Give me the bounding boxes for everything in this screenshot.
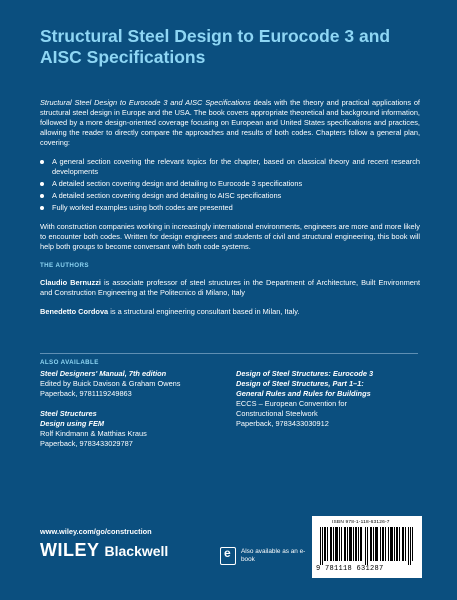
related-book [40,369,220,399]
logo-wiley-text: WILEY [40,540,100,560]
author-2-bio: is a structural engineering consultant based in Milan, Italy. [108,307,300,316]
related-book-subtitle: General Rules and Rules for Buildings [236,389,371,398]
related-book-title-part: Design of Steel Structures, Part 1–1: [236,379,364,388]
list-item: A detailed section covering design and detailing to Eurocode 3 specifications [40,179,420,189]
logo-blackwell-text: Blackwell [104,543,169,559]
list-item: Fully worked examples using both codes are presented [40,203,420,213]
related-book-isbn: Paperback, 9781119249863 [40,389,132,398]
author-2 [40,307,420,317]
related-book [40,409,220,449]
divider [40,353,418,354]
chapter-plan-list [40,157,420,213]
description-block [40,98,420,326]
wiley-blackwell-logo [40,540,168,560]
closing-paragraph: With construction companies working in increasingly international environments, engineers are more and more likely to encounter both codes. Written for design engineers and students of civil and structural engineering, this book will help both groups to become conversant with both code systems. [40,222,420,251]
ebook-icon [220,547,236,565]
intro-text: deals with the theory and practical applications of structural steel design in Europe and the USA. The book covers appropriate theoretical and background information, followed by a more design-oriented coverage focusing on European and United States specifications and practices, allowing the reader to directly compare the approaches and results of both codes. Chapters follow a general plan, covering: [40,98,420,147]
related-book-publisher: ECCS – European Convention for [236,399,347,408]
author-2-name: Benedetto Cordova [40,307,109,316]
author-1-bio: is associate professor of steel structures in the Department of Architecture, Built Environment and Construction Engineering at the Politecnico di Milano, Italy [40,278,420,297]
related-book-editors: Edited by Buick Davison & Graham Owens [40,379,181,388]
also-available-right [236,369,421,439]
list-item: A detailed section covering design and detailing to AISC specifications [40,191,420,201]
also-available-left [40,369,220,459]
related-book-isbn: Paperback, 9783433029787 [40,439,133,448]
barcode [312,516,422,578]
barcode-icon [320,527,414,565]
ebook-text: Also available as an e-book [241,548,306,563]
also-available-heading: ALSO AVAILABLE [40,359,99,366]
related-book-title: Steel Structures [40,409,97,418]
intro-book-title: Structural Steel Design to Eurocode 3 and AISC Specifications [40,98,251,107]
author-1-name: Claudio Bernuzzi [40,278,101,287]
related-book-isbn: Paperback, 9783433030912 [236,419,329,428]
publisher-url[interactable]: www.wiley.com/go/construction [40,527,152,536]
related-book-title: Steel Designers' Manual, 7th edition [40,369,167,378]
related-book-subtitle: Design using FEM [40,419,105,428]
author-1 [40,278,420,298]
ebook-notice [220,547,311,565]
authors-heading: THE AUTHORS [40,262,89,269]
related-book-publisher-cont: Constructional Steelwork [236,409,318,418]
list-item: A general section covering the relevant topics for the chapter, based on classical theory and recent research developments [40,157,420,177]
related-book [236,369,421,429]
barcode-digits: 9 781118 631287 [316,565,384,573]
book-title: Structural Steel Design to Eurocode 3 and AISC Specifications [40,26,391,67]
isbn-label: ISBN 978-1-118-63126-7 [332,520,390,525]
intro-paragraph [40,98,420,148]
related-book-title: Design of Steel Structures: Eurocode 3 [236,369,374,378]
related-book-authors: Rolf Kindmann & Matthias Kraus [40,429,147,438]
